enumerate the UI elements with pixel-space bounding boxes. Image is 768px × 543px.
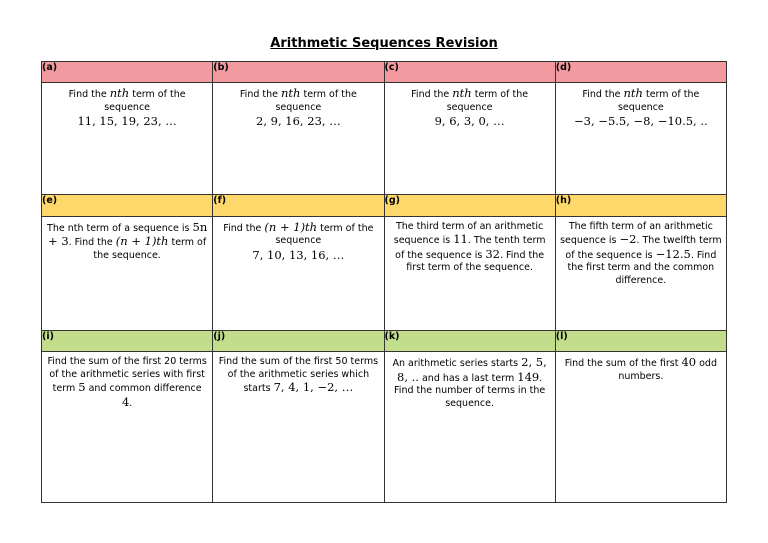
question-row-3 <box>42 352 727 503</box>
question-grid <box>41 61 727 503</box>
sequence-c: 9, 6, 3, 0, … <box>434 114 505 129</box>
label-j: (j) <box>213 331 384 352</box>
question-k: An arithmetic series starts 2, 5, 8, .. and has a last term 149. Find the number of terms in the sequence. <box>384 352 555 503</box>
question-d: Find the nth term of the sequence −3, −5.5, −8, −10.5, .. <box>555 83 726 195</box>
question-l: Find the sum of the first 40 odd numbers. <box>555 352 726 503</box>
label-a: (a) <box>42 62 213 83</box>
label-l: (l) <box>555 331 726 352</box>
label-i: (i) <box>42 331 213 352</box>
label-g: (g) <box>384 195 555 216</box>
sequence-d: −3, −5.5, −8, −10.5, .. <box>574 114 708 129</box>
question-f: Find the (n + 1)th term of the sequence 7, 10, 13, 16, … <box>213 216 384 330</box>
question-row-2 <box>42 216 727 330</box>
question-i: Find the sum of the first 20 terms of the arithmetic series with first term 5 and common difference 4. <box>42 352 213 503</box>
worksheet-title: Arithmetic Sequences Revision <box>270 36 498 51</box>
label-e: (e) <box>42 195 213 216</box>
question-h: The fifth term of an arithmetic sequence is −2. The twelfth term of the sequence is −12.5. Find the first term and the common difference. <box>555 216 726 330</box>
question-row-1 <box>42 83 727 195</box>
label-f: (f) <box>213 195 384 216</box>
label-c: (c) <box>384 62 555 83</box>
sequence-f: 7, 10, 13, 16, … <box>252 247 345 262</box>
label-k: (k) <box>384 331 555 352</box>
question-c: Find the nth term of the sequence 9, 6, 3, 0, … <box>384 83 555 195</box>
question-j: Find the sum of the first 50 terms of the arithmetic series which starts 7, 4, 1, −2, … <box>213 352 384 503</box>
question-e: The nth term of a sequence is 5n + 3. Find the (n + 1)th term of the sequence. <box>42 216 213 330</box>
label-d: (d) <box>555 62 726 83</box>
question-b: Find the nth term of the sequence 2, 9, 16, 23, … <box>213 83 384 195</box>
sequence-b: 2, 9, 16, 23, … <box>256 114 341 129</box>
question-a: Find the nth term of the sequence 11, 15, 19, 23, … <box>42 83 213 195</box>
question-g: The third term of an arithmetic sequence is 11. The tenth term of the sequence is 32. Find the first term of the sequence. <box>384 216 555 330</box>
header-row-1 <box>42 62 727 83</box>
header-row-3 <box>42 331 727 352</box>
label-b: (b) <box>213 62 384 83</box>
sequence-a: 11, 15, 19, 23, … <box>77 114 177 129</box>
header-row-2 <box>42 195 727 216</box>
label-h: (h) <box>555 195 726 216</box>
